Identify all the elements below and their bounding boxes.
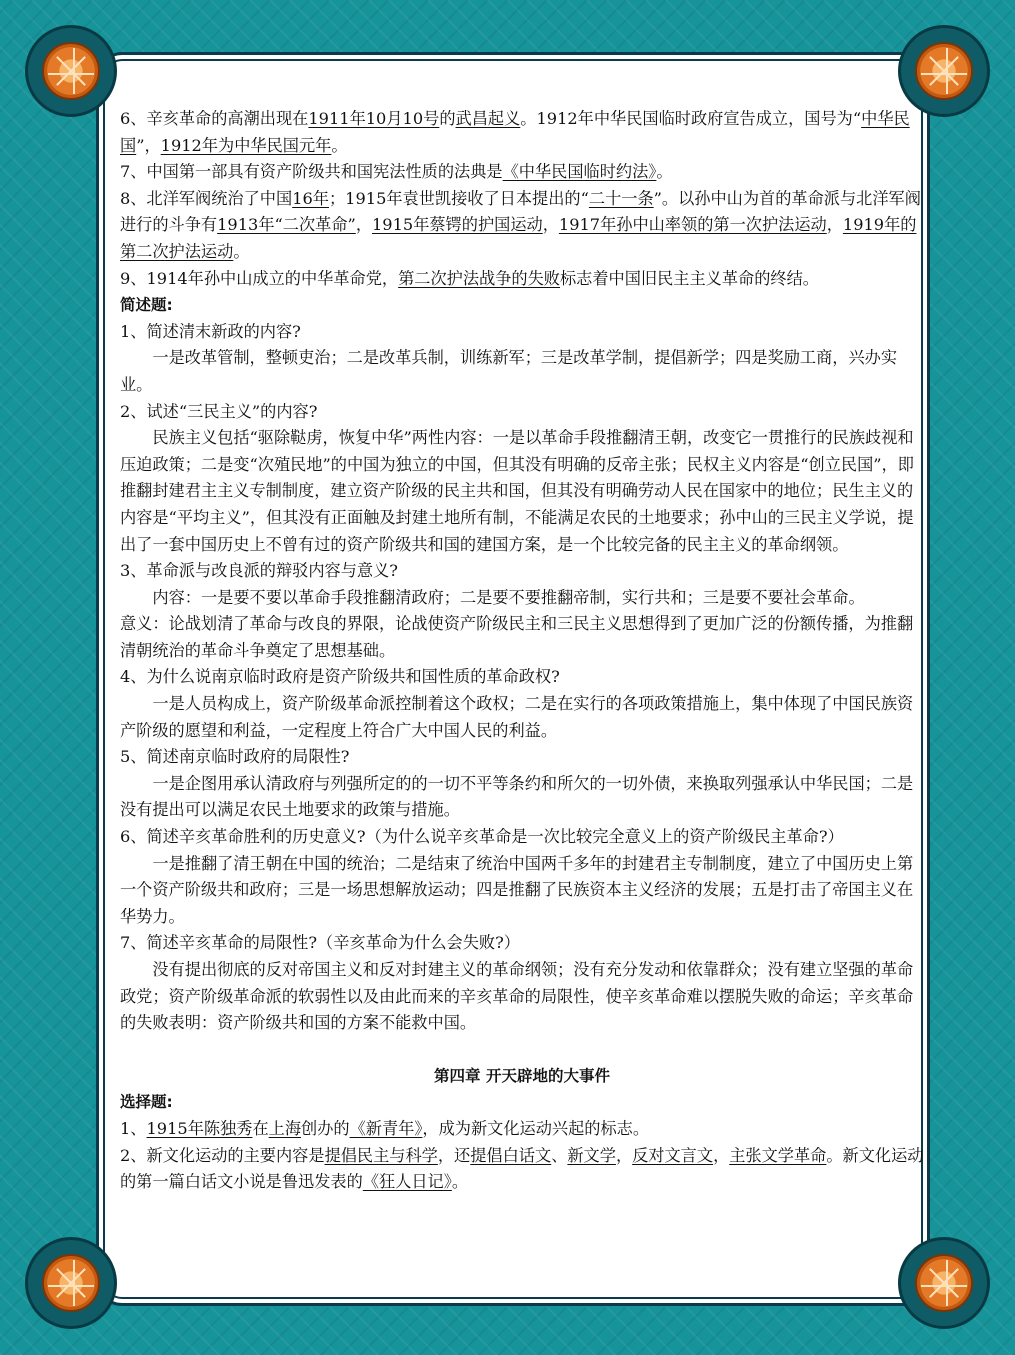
text: ， [826,215,843,235]
question-3: 3、革命派与改良派的辩驳内容与意义? [120,561,398,581]
choice-section-heading: 选择题: [120,1093,173,1112]
question-4: 4、为什么说南京临时政府是资产阶级共和国性质的革命政权? [120,667,560,687]
key-term: 武昌起义 [455,109,521,128]
chapter-title: 第四章 开天辟地的大事件 [434,1066,610,1085]
key-term: 1915年蔡锷的护国运动 [372,215,543,235]
key-term: 16年 [292,188,329,208]
key-term: 1915年陈独秀 [146,1118,253,1138]
text: ， [542,215,559,235]
answer-2: 民族主义包括“驱除鞑虏，恢复中华”两性内容：一是以革命手段推翻清王朝，改变它一贯推行的民族歧视和压迫政策；二是变“次殖民地”的中国为独立的中国，但其没有明确的反帝主张；民权主义内容是“创立民国”，即推翻封建君主主义专制制度，建立资产阶级的民主共和国，但其没有明确劳动人民在国家中的地位；民生主义的内容是“平均主义”，但其没有正面触及封建土地所有制，不能满足农民的土地要求；孙中山的三民主义学说，提出了一套中国历史上不曾有过的资产阶级共和国的建国方案，是一个比较完备的民主主义的革命纲领。 [120,428,914,554]
answer-7: 没有提出彻底的反对帝国主义和反对封建主义的革命纲领；没有充分发动和依靠群众；没有建立坚强的革命政党；资产阶级革命派的软弱性以及由此而来的辛亥革命的局限性，使辛亥革命难以摆脱失败的命运；辛亥革命的失败表明：资产阶级共和国的方案不能救中国。 [120,960,914,1033]
document-body [120,106,924,1196]
corner-ornament-icon [25,25,117,117]
key-term: 新文学 [567,1145,616,1165]
text: 。 [233,241,250,261]
key-term: 1917年孙中山率领的第一次护法运动 [558,215,827,235]
key-term: 主张文学革命 [729,1145,827,1165]
item-7-provisional-constitution [120,159,924,186]
key-term: 第二次护法战争的失败 [398,268,560,288]
text: 、 [551,1145,568,1165]
key-term: 1911年10月10号 [308,109,440,128]
item-6-revolution-climax [120,106,924,159]
text: 。 [656,162,673,182]
text: ”。以孙中山为首的革命派与北洋军阀进行的斗争有 [120,188,921,235]
key-term: 上海 [268,1118,302,1138]
question-2: 2、试述“三民主义”的内容? [120,401,318,421]
choice-item-2 [120,1143,924,1196]
item-8-beiyang-warlords [120,186,924,266]
text: ；1915年袁世凯接收了日本提出的“ [328,188,589,208]
answer-5: 一是企图用承认清政府与列强所定的的一切不平等条约和所欠的一切外债，来换取列强承认中华民国；二是没有提出可以满足农民土地要求的政策与措施。 [120,773,914,820]
text: 标志着中国旧民主主义革命的终结。 [560,268,819,288]
answer-3-content: 内容：一是要不要以革命手段推翻清政府；二是要不要推翻帝制，实行共和；三是要不要社会革命。 [152,587,865,607]
text: 。 [331,135,348,155]
essay-section-heading: 简述题: [120,296,173,315]
text: ， [355,215,372,235]
question-5: 5、简述南京临时政府的局限性? [120,747,350,767]
corner-ornament-icon [25,1237,117,1329]
text: 1、 [120,1118,147,1138]
key-term: 1912年为中华民国元年 [160,135,332,155]
text: 。1912年中华民国临时政府宣告成立，国号为“ [520,109,862,128]
key-term: 1919年的第二次护法运动 [120,215,917,261]
key-term: 中华民国 [120,109,910,155]
text: ”， [136,135,161,155]
answer-4: 一是人员构成上，资产阶级革命派控制着这个政权；二是在实行的各项政策措施上，集中体现了中国民族资产阶级的愿望和利益，一定程度上符合广大中国人民的利益。 [120,694,914,740]
answer-1: 一是改革管制，整顿吏治；二是改革兵制，训练新军；三是改革学制，提倡新学；四是奖励工商，兴办实业。 [120,348,898,394]
text: ， [615,1145,633,1165]
item-9-revolutionary-party [120,266,924,293]
key-term: 《狂人日记》 [362,1172,452,1192]
text: 在 [252,1118,269,1138]
text: ，成为新文化运动兴起的标志。 [422,1118,650,1138]
corner-ornament-icon [898,25,990,117]
question-7: 7、简述辛亥革命的局限性?（辛亥革命为什么会失败?） [120,933,520,953]
text: ， [713,1145,730,1165]
key-term: 《中华民国临时约法》 [502,162,657,182]
corner-ornament-icon [898,1237,990,1329]
text: 6、辛亥革命的高潮出现在 [120,109,309,128]
key-term: 提倡白话文 [470,1145,552,1165]
choice-item-1 [120,1116,924,1143]
text: 。新文化运动的第一篇白话文小说是鲁迅发表的 [120,1145,924,1192]
text: 的 [439,109,456,128]
question-1: 1、简述清末新政的内容? [120,321,301,341]
text: 。 [451,1172,469,1192]
key-term: 《新青年》 [349,1118,423,1138]
key-term: 二十一条 [588,188,654,208]
text: 9、1914年孙中山成立的中华革命党， [120,268,399,288]
text: 7、中国第一部具有资产阶级共和国宪法性质的法典是 [120,162,503,182]
text: ，还 [437,1145,471,1165]
key-term: 反对文言文 [632,1145,714,1165]
key-term: 1913年“二次革命” [217,215,356,235]
answer-6: 一是推翻了清王朝在中国的统治；二是结束了统治中国两千多年的封建君主专制制度，建立了中国历史上第一个资产阶级共和政府；三是一场思想解放运动；四是推翻了民族资本主义经济的发展；五是打击了帝国主义在华势力。 [120,853,914,926]
key-term: 提倡民主与科学 [324,1145,438,1165]
text: 2、新文化运动的主要内容是 [120,1145,325,1165]
text: 创办的 [301,1118,350,1138]
question-6: 6、简述辛亥革命胜利的历史意义?（为什么说辛亥革命是一次比较完全意义上的资产阶级民主革命?） [120,827,844,847]
answer-3-meaning: 意义：论战划清了革命与改良的界限，论战使资产阶级民主和三民主义思想得到了更加广泛的份额传播，为推翻清朝统治的革命斗争奠定了思想基础。 [120,614,914,660]
text: 8、北洋军阀统治了中国 [120,188,293,208]
